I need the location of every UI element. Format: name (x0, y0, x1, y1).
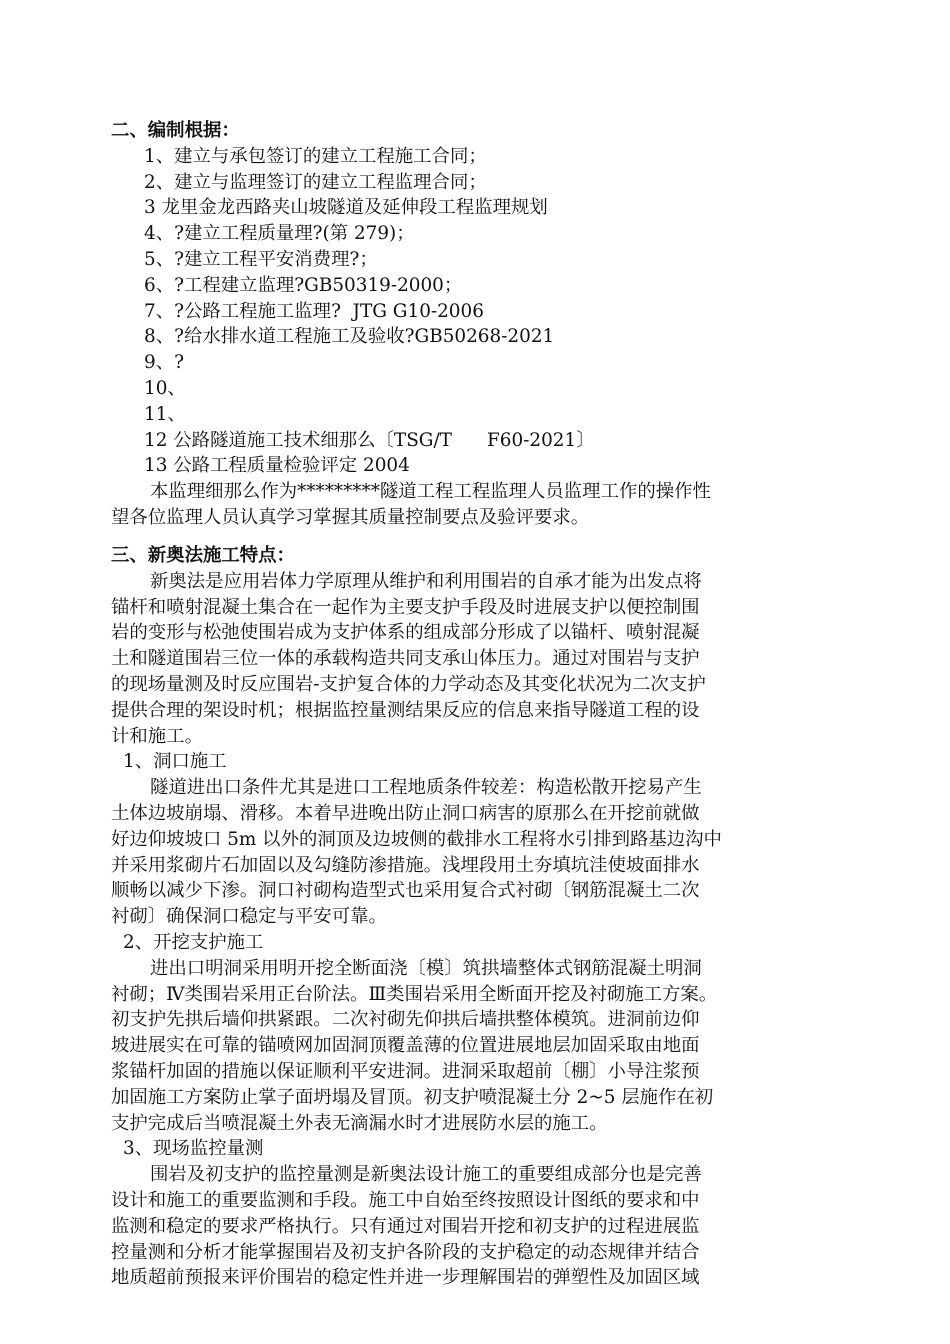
body-line: 的现场量测及时反应围岩-支护复合体的力学动态及其变化状况为二次支护 (111, 673, 706, 695)
body-line: 设计和施工的重要监测和手段。施工中自始至终按照设计图纸的要求和中 (111, 1189, 700, 1211)
note-line: 本监理细那么作为*********隧道工程工程监理人员监理工作的操作性 (150, 481, 711, 503)
body-line: 土体边坡崩塌、滑移。本着早进晚出防止洞口病害的原那么在开挖前就做 (111, 802, 700, 824)
body-line: 并采用浆砌片石加固以及勾缝防渗措施。浅埋段用土夯填坑洼使坡面排水 (111, 854, 700, 876)
body-line: 加固施工方案防止掌子面坍塌及冒顶。初支护喷混凝土分 2~5 层施作在初 (111, 1086, 714, 1108)
reference-item: 4、?建立工程质量理?(第 279)； (144, 223, 415, 245)
reference-item: 10、 (144, 377, 186, 399)
section-3-heading: 三、新奥法施工特点： (111, 545, 295, 566)
body-line: 围岩及初支护的监控量测是新奥法设计施工的重要组成部分也是完善 (150, 1164, 702, 1186)
body-line: 坡进展实在可靠的锚喷网加固洞顶覆盖薄的位置进展地层加固采取由地面 (111, 1035, 700, 1057)
reference-item: 2、建立与监理签订的建立工程监理合同； (144, 171, 487, 193)
reference-item: 13 公路工程质量检验评定 2004 (144, 455, 410, 477)
body-line: 岩的变形与松弛使围岩成为支护体系的组成部分形成了以锚杆、喷射混凝 (111, 622, 700, 644)
body-line: 提供合理的架设时机；根据监控量测结果反应的信息来指导隧道工程的设 (111, 699, 700, 721)
subsection-title: 2、开挖支护施工 (123, 931, 264, 953)
reference-item: 6、?工程建立监理?GB50319-2000； (144, 274, 463, 296)
subsection-title: 1、洞口施工 (123, 751, 227, 773)
body-line: 好边仰坡坡口 5m 以外的洞顶及边坡侧的截排水工程将水引排到路基边沟中 (111, 828, 722, 850)
reference-item: 7、?公路工程施工监理? JTG G10-2006 (144, 300, 484, 322)
body-line: 衬砌；Ⅳ类围岩采用正台阶法。Ⅲ类围岩采用全断面开挖及衬砌施工方案。 (111, 983, 718, 1005)
body-line: 支护完成后当喷混凝土外表无滴漏水时才进展防水层的施工。 (111, 1112, 608, 1134)
note-line: 望各位监理人员认真学习掌握其质量控制要点及验评要求。 (111, 506, 590, 528)
body-line: 衬砌〕确保洞口稳定与平安可靠。 (111, 906, 387, 928)
reference-item: 9、? (144, 352, 184, 374)
reference-item: 8、?给水排水道工程施工及验收?GB50268-2021 (144, 326, 555, 348)
reference-item: 11、 (144, 403, 186, 425)
body-line: 计和施工。 (111, 725, 203, 747)
reference-item: 1、建立与承包签订的建立工程施工合同； (144, 145, 487, 167)
body-line: 隧道进出口条件尤其是进口工程地质条件较差：构造松散开挖易产生 (150, 777, 702, 799)
body-line: 控量测和分析才能掌握围岩及初支护各阶段的支护稳定的动态规律并结合 (111, 1241, 700, 1263)
body-line: 初支护先拱后墙仰拱紧跟。二次衬砌先仰拱后墙拱整体模筑。进洞前边仰 (111, 1009, 700, 1031)
body-line: 进出口明洞采用明开挖全断面浇〔模〕筑拱墙整体式钢筋混凝土明洞 (150, 957, 702, 979)
section-2 (111, 118, 843, 531)
reference-item: 5、?建立工程平安消费理?； (144, 248, 378, 270)
body-line: 锚杆和喷射混凝土集合在一起作为主要支护手段及时进展支护以便控制围 (111, 596, 700, 618)
section-2-heading: 二、编制根据： (111, 120, 240, 141)
body-line: 顺畅以减少下渗。洞口衬砌构造型式也采用复合式衬砌〔钢筋混凝土二次 (111, 880, 700, 902)
body-line: 土和隧道围岩三位一体的承载构造共同支承山体压力。通过对围岩与支护 (111, 648, 700, 670)
body-line: 地质超前预报来评价围岩的稳定性并进一步理解围岩的弹塑性及加固区域 (111, 1267, 700, 1289)
body-line: 浆锚杆加固的措施以保证顺利平安进洞。进洞采取超前〔棚〕小导注浆预 (111, 1060, 700, 1082)
reference-item: 3 龙里金龙西路夹山坡隧道及延伸段工程监理规划 (144, 197, 548, 219)
body-line: 监测和稳定的要求严格执行。只有通过对围岩开挖和初支护的过程进展监 (111, 1215, 700, 1237)
section-3 (111, 543, 843, 1291)
body-line: 新奥法是应用岩体力学原理从维护和利用围岩的自承才能为出发点将 (150, 570, 702, 592)
subsection-title: 3、现场监控量测 (123, 1138, 264, 1160)
reference-item: 12 公路隧道施工技术细那么〔TSG/T F60-2021〕 (144, 429, 595, 451)
